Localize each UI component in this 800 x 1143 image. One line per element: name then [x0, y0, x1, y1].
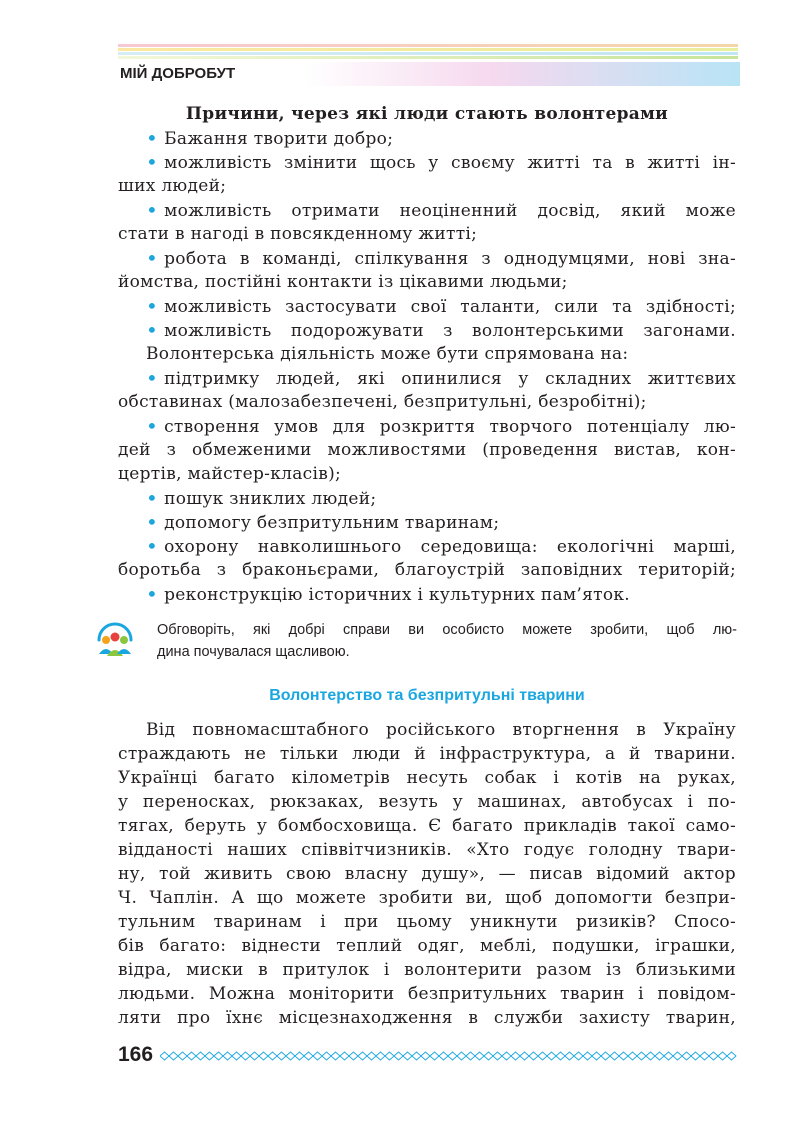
text-line: цертів, майстер-класів); — [118, 464, 342, 484]
ornament-diamond — [277, 1052, 286, 1060]
page-number: 166 — [118, 1043, 154, 1066]
ornament-diamond — [556, 1052, 565, 1060]
ornament-diamond — [619, 1052, 628, 1060]
ornament-diamond — [367, 1052, 376, 1060]
ornament-diamond — [322, 1052, 331, 1060]
ornament-diamond — [592, 1052, 601, 1060]
text-line: дей з обмеженими можливостями (проведення вистав, кон- — [118, 440, 736, 460]
page-header-title: МІЙ ДОБРОБУТ — [118, 62, 740, 86]
list-item: • Бажання творити добро; — [146, 126, 394, 150]
ornament-diamond — [196, 1052, 205, 1060]
section-reasons — [118, 102, 736, 606]
ornament-diamond — [718, 1052, 727, 1060]
ornament-diamond — [628, 1052, 637, 1060]
list-item: • створення умов для розкриття творчого потенціалу лю- — [146, 414, 736, 438]
ornament-diamond — [430, 1052, 439, 1060]
ornament-diamond — [673, 1052, 682, 1060]
text-line: людьми. Можна моніторити безпритульних тварин і повідом- — [118, 984, 736, 1004]
ornament-diamond — [340, 1052, 349, 1060]
ornament-diamond — [439, 1052, 448, 1060]
ornament-diamond — [655, 1052, 664, 1060]
discussion-prompt — [157, 619, 737, 663]
bullet-icon: • — [146, 318, 159, 342]
ornament-diamond — [529, 1052, 538, 1060]
text-line: стати в нагоді в повсякденному житті; — [118, 224, 478, 244]
text-line: ляти про їхнє місцезнаходження в служби захисту тварин, — [118, 1008, 736, 1028]
ornament-diamond — [241, 1052, 250, 1060]
text-line: страждають не тільки люди й інфраструктура, а й тварини. — [118, 744, 736, 764]
text-line: у переносках, рюкзаках, везуть у машинах, автобусах і по- — [118, 792, 736, 812]
text-line: Волонтерська діяльність може бути спрямована на: — [146, 344, 629, 364]
ornament-diamond — [475, 1052, 484, 1060]
list-item: • допомогу безпритульним тваринам; — [146, 510, 500, 534]
ornament-diamond — [547, 1052, 556, 1060]
ornament-diamond — [691, 1052, 700, 1060]
ornament-diamond — [169, 1052, 178, 1060]
ornament-diamond — [286, 1052, 295, 1060]
bullet-icon: • — [146, 246, 159, 270]
bullet-icon: • — [146, 510, 159, 534]
ornament-diamond — [421, 1052, 430, 1060]
ornament-diamond — [403, 1052, 412, 1060]
ornament-diamond — [232, 1052, 241, 1060]
list-item: • охорону навколишнього середовища: екологічні марші, — [146, 534, 736, 558]
ornament-diamond — [205, 1052, 214, 1060]
text-line: ших людей; — [118, 176, 227, 196]
list-item: • можливість подорожувати з волонтерськими загонами. — [146, 318, 736, 342]
ornament-diamond — [610, 1052, 619, 1060]
list-item: • можливість отримати неоціненний досвід, який може — [146, 198, 736, 222]
footer-ornament — [160, 1051, 738, 1061]
list-item: • можливість змінити щось у своєму житті та в житті ін- — [146, 150, 736, 174]
ornament-diamond — [187, 1052, 196, 1060]
ornament-diamond — [349, 1052, 358, 1060]
list-item: • можливість застосувати свої таланти, сили та здібності; — [146, 294, 736, 318]
ornament-diamond — [304, 1052, 313, 1060]
ornament-diamond — [664, 1052, 673, 1060]
text-line: ну, той живить свою власну душу», — писав відомий актор — [118, 864, 736, 884]
text-line: Українці багато кілометрів несуть собак і котів на руках, — [118, 768, 736, 788]
text-line: бів багато: віднести теплий одяг, меблі, подушки, іграшки, — [118, 936, 736, 956]
bullet-icon: • — [146, 294, 159, 318]
text-line: тягах, беруть у бомбосховища. Є багато прикладів такої само- — [118, 816, 736, 836]
list-item: • реконструкцію історичних і культурних пам’яток. — [146, 582, 631, 606]
ornament-diamond — [484, 1052, 493, 1060]
ornament-diamond — [259, 1052, 268, 1060]
text-line: йомства, постійні контакти із цікавими людьми; — [118, 272, 568, 292]
ornament-diamond — [160, 1052, 169, 1060]
bullet-icon: • — [146, 366, 159, 390]
ornament-diamond — [700, 1052, 709, 1060]
group-discussion-icon — [93, 618, 137, 662]
ornament-diamond — [268, 1052, 277, 1060]
ornament-diamond — [646, 1052, 655, 1060]
ornament-diamond — [493, 1052, 502, 1060]
bullet-icon: • — [146, 126, 159, 150]
ornament-diamond — [385, 1052, 394, 1060]
bullet-icon: • — [146, 414, 159, 438]
ornament-diamond — [727, 1052, 736, 1060]
ornament-diamond — [358, 1052, 367, 1060]
list-item: • робота в команді, спілкування з однодумцями, нові зна- — [146, 246, 736, 270]
ornament-diamond — [466, 1052, 475, 1060]
ornament-diamond — [511, 1052, 520, 1060]
ornament-diamond — [565, 1052, 574, 1060]
header-stripes — [118, 44, 738, 58]
list-item: • підтримку людей, які опинилися у складних життєвих — [146, 366, 736, 390]
ornament-diamond — [520, 1052, 529, 1060]
ornament-diamond — [574, 1052, 583, 1060]
section-title: Волонтерство та безпритульні тварини — [269, 687, 585, 704]
ornament-diamond — [394, 1052, 403, 1060]
text-line: Обговоріть, які добрі справи ви особисто можете зробити, щоб лю- — [157, 622, 737, 638]
ornament-diamond — [223, 1052, 232, 1060]
ornament-diamond — [331, 1052, 340, 1060]
bullet-icon: • — [146, 198, 159, 222]
section-animals — [118, 718, 736, 1030]
ornament-diamond — [412, 1052, 421, 1060]
bullet-icon: • — [146, 150, 159, 174]
text-line: обставинах (малозабезпечені, безпритульні, безробітні); — [118, 392, 647, 412]
ornament-diamond — [637, 1052, 646, 1060]
ornament-diamond — [682, 1052, 691, 1060]
ornament-diamond — [583, 1052, 592, 1060]
text-line: тульним тваринам і при цьому уникнути ризиків? Спосо- — [118, 912, 736, 932]
bullet-icon: • — [146, 534, 159, 558]
text-line: відданості наших співвітчизників. «Хто годує голодну твари- — [118, 840, 736, 860]
ornament-diamond — [457, 1052, 466, 1060]
ornament-diamond — [214, 1052, 223, 1060]
ornament-diamond — [250, 1052, 259, 1060]
ornament-diamond — [601, 1052, 610, 1060]
ornament-diamond — [538, 1052, 547, 1060]
ornament-diamond — [376, 1052, 385, 1060]
text-line: відра, миски в притулок і волонтерити разом із близькими — [118, 960, 736, 980]
bullet-icon: • — [146, 486, 159, 510]
bullet-icon: • — [146, 582, 159, 606]
text-line: Від повномасштабного російського вторгнення в Україну — [146, 720, 736, 740]
text-line: боротьба з браконьєрами, благоустрій заповідних територій; — [118, 560, 736, 580]
ornament-diamond — [178, 1052, 187, 1060]
ornament-diamond — [448, 1052, 457, 1060]
ornament-diamond — [313, 1052, 322, 1060]
text-line: Ч. Чаплін. А що можете зробити ви, щоб допомогти безпри- — [118, 888, 736, 908]
ornament-diamond — [502, 1052, 511, 1060]
list-item: • пошук зниклих людей; — [146, 486, 377, 510]
ornament-diamond — [709, 1052, 718, 1060]
section-heading: Причини, через які люди стають волонтерами — [185, 104, 669, 124]
ornament-diamond — [295, 1052, 304, 1060]
text-line: дина почувалася щасливою. — [157, 644, 350, 660]
